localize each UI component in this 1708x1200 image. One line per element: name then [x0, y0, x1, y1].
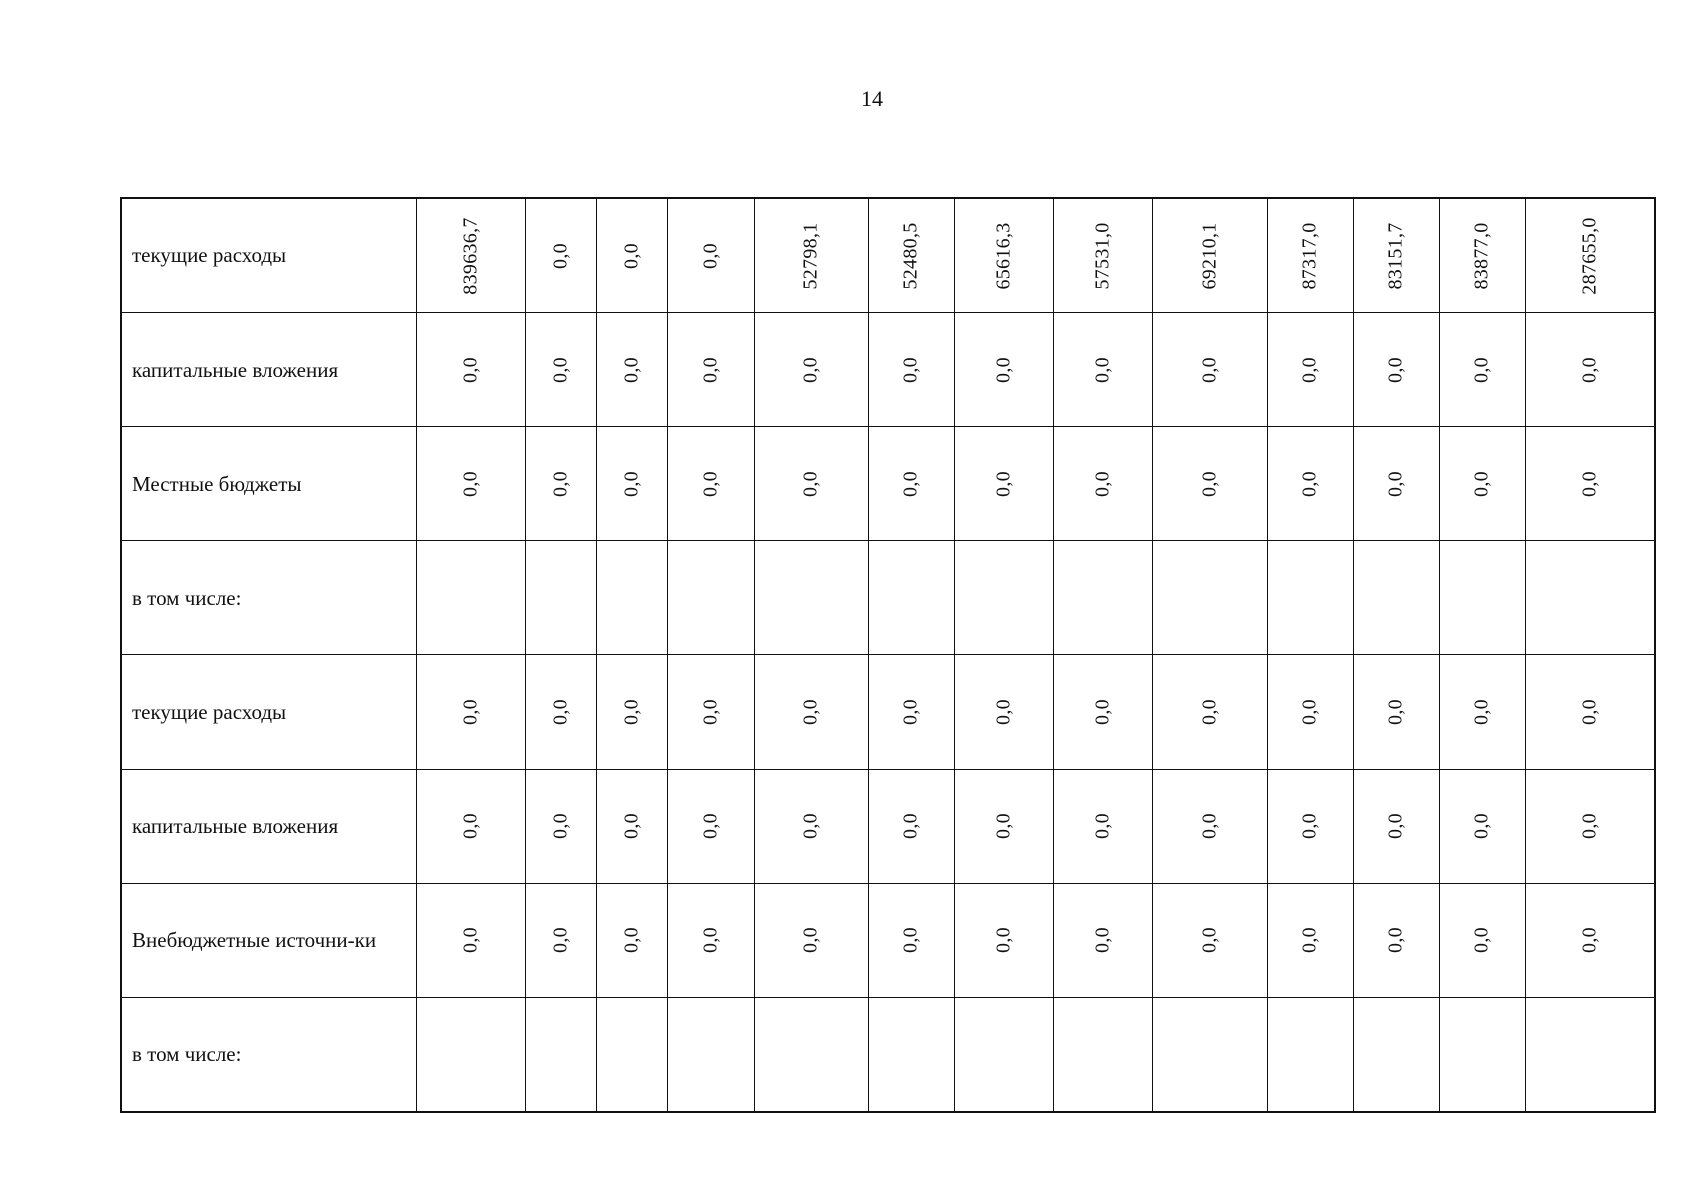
table-cell: [868, 541, 954, 655]
table-cell: [1053, 541, 1152, 655]
table-cell: [1439, 769, 1525, 883]
table-cell: [954, 769, 1053, 883]
table-cell: [1267, 541, 1353, 655]
table-cell: [1267, 655, 1353, 769]
cell-value: 0,0: [1384, 470, 1407, 497]
row-label: в том числе:: [121, 997, 416, 1112]
table-cell: [1267, 997, 1353, 1112]
cell-value: 0,0: [1470, 699, 1493, 725]
table-cell: [1525, 541, 1655, 655]
cell-value: 0,0: [899, 699, 922, 725]
cell-value: 0,0: [1578, 813, 1601, 840]
cell-value: 0,0: [899, 813, 922, 840]
table-row: [121, 427, 1655, 541]
table-body: [121, 198, 1655, 1112]
cell-value: 0,0: [549, 699, 571, 725]
table-cell: [1053, 427, 1152, 541]
table-cell: [596, 198, 667, 313]
cell-value: 0,0: [1298, 927, 1321, 954]
cell-value: 0,0: [699, 813, 721, 840]
cell-value: 0,0: [1578, 927, 1601, 954]
cell-value: 0,0: [699, 356, 721, 383]
cell-value: 0,0: [1091, 927, 1113, 954]
cell-value: 0,0: [1198, 699, 1220, 725]
cell-value: 0,0: [899, 927, 922, 954]
cell-value: 0,0: [1298, 470, 1321, 497]
table-cell: [416, 883, 525, 997]
table-cell: [754, 655, 868, 769]
table-cell: [954, 997, 1053, 1112]
cell-value: 0,0: [1578, 356, 1601, 383]
table-cell: [1439, 541, 1525, 655]
cell-value: 0,0: [992, 927, 1014, 954]
cell-value: 0,0: [1470, 927, 1493, 954]
cell-value: 0,0: [620, 356, 642, 383]
table-cell: [525, 198, 596, 313]
table-cell: [1267, 769, 1353, 883]
table-cell: [667, 883, 754, 997]
cell-value: 0,0: [620, 470, 642, 497]
cell-value: 0,0: [1091, 470, 1113, 497]
table-cell: [1152, 313, 1267, 427]
table-cell: [754, 541, 868, 655]
cell-value: 0,0: [899, 470, 922, 497]
cell-value: 0,0: [1470, 813, 1493, 840]
cell-value: 0,0: [699, 927, 721, 954]
table-row: [121, 997, 1655, 1112]
cell-value: 0,0: [620, 242, 642, 269]
table-cell: [1053, 883, 1152, 997]
table-cell: [868, 997, 954, 1112]
cell-value: 0,0: [992, 356, 1014, 383]
cell-value: 0,0: [459, 356, 481, 383]
cell-value: 0,0: [1470, 470, 1493, 497]
table-cell: [1525, 883, 1655, 997]
table-cell: [416, 655, 525, 769]
table-cell: [1053, 198, 1152, 313]
cell-value: 0,0: [799, 813, 822, 840]
table-cell: [525, 541, 596, 655]
cell-value: 0,0: [799, 927, 822, 954]
table-cell: [1439, 997, 1525, 1112]
cell-value: 87317,0: [1298, 222, 1321, 290]
cell-value: 0,0: [1298, 813, 1321, 840]
page-number: 14: [861, 86, 883, 111]
cell-value: 0,0: [459, 927, 481, 954]
table-cell: [1439, 313, 1525, 427]
table-cell: [596, 997, 667, 1112]
cell-value: 69210,1: [1198, 222, 1220, 290]
cell-value: 65616,3: [992, 222, 1014, 290]
row-label: капитальные вложения: [121, 769, 416, 883]
table-cell: [525, 313, 596, 427]
table-cell: [1525, 198, 1655, 313]
table-cell: [525, 997, 596, 1112]
table-cell: [954, 541, 1053, 655]
table-cell: [1152, 198, 1267, 313]
table-cell: [1353, 313, 1439, 427]
cell-value: 0,0: [1198, 927, 1220, 954]
table-cell: [1152, 769, 1267, 883]
cell-value: 52798,1: [799, 222, 822, 290]
budget-table: [120, 197, 1656, 1113]
table-cell: [1353, 198, 1439, 313]
cell-value: 839636,7: [459, 216, 481, 295]
row-label: текущие расходы: [121, 655, 416, 769]
cell-value: 0,0: [1384, 699, 1407, 725]
cell-value: 0,0: [620, 813, 642, 840]
table-cell: [416, 769, 525, 883]
cell-value: 0,0: [549, 813, 571, 840]
table-cell: [1267, 883, 1353, 997]
table-cell: [868, 655, 954, 769]
cell-value: 0,0: [459, 699, 481, 725]
cell-value: 0,0: [1578, 470, 1601, 497]
table-cell: [1053, 769, 1152, 883]
cell-value: 0,0: [620, 927, 642, 954]
table-cell: [754, 883, 868, 997]
cell-value: 0,0: [1198, 813, 1220, 840]
table-cell: [1152, 883, 1267, 997]
cell-value: 0,0: [1091, 356, 1113, 383]
row-label: капитальные вложения: [121, 313, 416, 427]
table-row: [121, 883, 1655, 997]
table-cell: [1353, 997, 1439, 1112]
table-cell: [954, 655, 1053, 769]
table-cell: [754, 313, 868, 427]
row-label: Внебюджетные источни-ки: [121, 883, 416, 997]
table-cell: [1267, 198, 1353, 313]
cell-value: 0,0: [549, 242, 571, 269]
row-label: в том числе:: [121, 541, 416, 655]
cell-value: 0,0: [549, 356, 571, 383]
table-cell: [868, 427, 954, 541]
table-cell: [667, 198, 754, 313]
table-cell: [525, 883, 596, 997]
cell-value: 0,0: [1384, 356, 1407, 383]
cell-value: 0,0: [1298, 699, 1321, 725]
table-cell: [596, 427, 667, 541]
table-cell: [754, 997, 868, 1112]
table-row: [121, 541, 1655, 655]
table-cell: [868, 883, 954, 997]
cell-value: 0,0: [992, 813, 1014, 840]
table-cell: [1053, 313, 1152, 427]
cell-value: 0,0: [1470, 356, 1493, 383]
table-cell: [525, 427, 596, 541]
table-cell: [1525, 313, 1655, 427]
table-cell: [596, 655, 667, 769]
table-cell: [596, 769, 667, 883]
table-cell: [954, 198, 1053, 313]
table-cell: [1525, 655, 1655, 769]
cell-value: 0,0: [1298, 356, 1321, 383]
table-cell: [1525, 769, 1655, 883]
table-row: [121, 769, 1655, 883]
table-cell: [667, 655, 754, 769]
table-cell: [596, 883, 667, 997]
table-cell: [416, 313, 525, 427]
table-row: [121, 313, 1655, 427]
cell-value: 0,0: [1091, 699, 1113, 725]
table-cell: [1353, 769, 1439, 883]
cell-value: 0,0: [549, 470, 571, 497]
table-cell: [525, 769, 596, 883]
table-cell: [416, 198, 525, 313]
table-cell: [1525, 427, 1655, 541]
table-cell: [868, 769, 954, 883]
table-cell: [1439, 427, 1525, 541]
table-cell: [1152, 997, 1267, 1112]
cell-value: 0,0: [1384, 813, 1407, 840]
table-cell: [1267, 427, 1353, 541]
table-cell: [954, 883, 1053, 997]
cell-value: 0,0: [799, 699, 822, 725]
table-row: [121, 198, 1655, 313]
table-cell: [1152, 655, 1267, 769]
cell-value: 0,0: [899, 356, 922, 383]
cell-value: 0,0: [459, 813, 481, 840]
table-cell: [954, 313, 1053, 427]
table-cell: [868, 313, 954, 427]
table-cell: [667, 769, 754, 883]
row-label: Местные бюджеты: [121, 427, 416, 541]
cell-value: 0,0: [699, 699, 721, 725]
table-cell: [1053, 655, 1152, 769]
table-cell: [525, 655, 596, 769]
cell-value: 0,0: [1091, 813, 1113, 840]
table-cell: [1439, 198, 1525, 313]
cell-value: 0,0: [992, 699, 1014, 725]
cell-value: 0,0: [1384, 927, 1407, 954]
table-cell: [667, 313, 754, 427]
table-cell: [1267, 313, 1353, 427]
table-cell: [1439, 655, 1525, 769]
table-cell: [1353, 541, 1439, 655]
cell-value: 0,0: [459, 470, 481, 497]
table-cell: [754, 769, 868, 883]
table-cell: [1353, 655, 1439, 769]
cell-value: 0,0: [699, 242, 721, 269]
cell-value: 0,0: [799, 356, 822, 383]
table-cell: [754, 427, 868, 541]
cell-value: 52480,5: [899, 222, 922, 290]
table-cell: [416, 997, 525, 1112]
cell-value: 0,0: [992, 470, 1014, 497]
table-row: [121, 655, 1655, 769]
table-cell: [954, 427, 1053, 541]
cell-value: 57531,0: [1091, 222, 1113, 290]
cell-value: 0,0: [699, 470, 721, 497]
row-label: текущие расходы: [121, 198, 416, 313]
table-cell: [596, 541, 667, 655]
table-cell: [1439, 883, 1525, 997]
table-cell: [1152, 427, 1267, 541]
table-cell: [868, 198, 954, 313]
cell-value: 0,0: [1198, 356, 1220, 383]
cell-value: 83151,7: [1384, 222, 1407, 290]
table-cell: [667, 541, 754, 655]
table-cell: [667, 427, 754, 541]
table-cell: [1353, 427, 1439, 541]
cell-value: 0,0: [1578, 699, 1601, 725]
cell-value: 287655,0: [1578, 216, 1601, 295]
table-cell: [1152, 541, 1267, 655]
table-cell: [416, 427, 525, 541]
table-cell: [416, 541, 525, 655]
table-cell: [596, 313, 667, 427]
cell-value: 0,0: [799, 470, 822, 497]
table-cell: [1353, 883, 1439, 997]
cell-value: 83877,0: [1470, 222, 1493, 290]
table-cell: [1053, 997, 1152, 1112]
table-cell: [667, 997, 754, 1112]
table-cell: [754, 198, 868, 313]
cell-value: 0,0: [1198, 470, 1220, 497]
table-cell: [1525, 997, 1655, 1112]
cell-value: 0,0: [549, 927, 571, 954]
cell-value: 0,0: [620, 699, 642, 725]
